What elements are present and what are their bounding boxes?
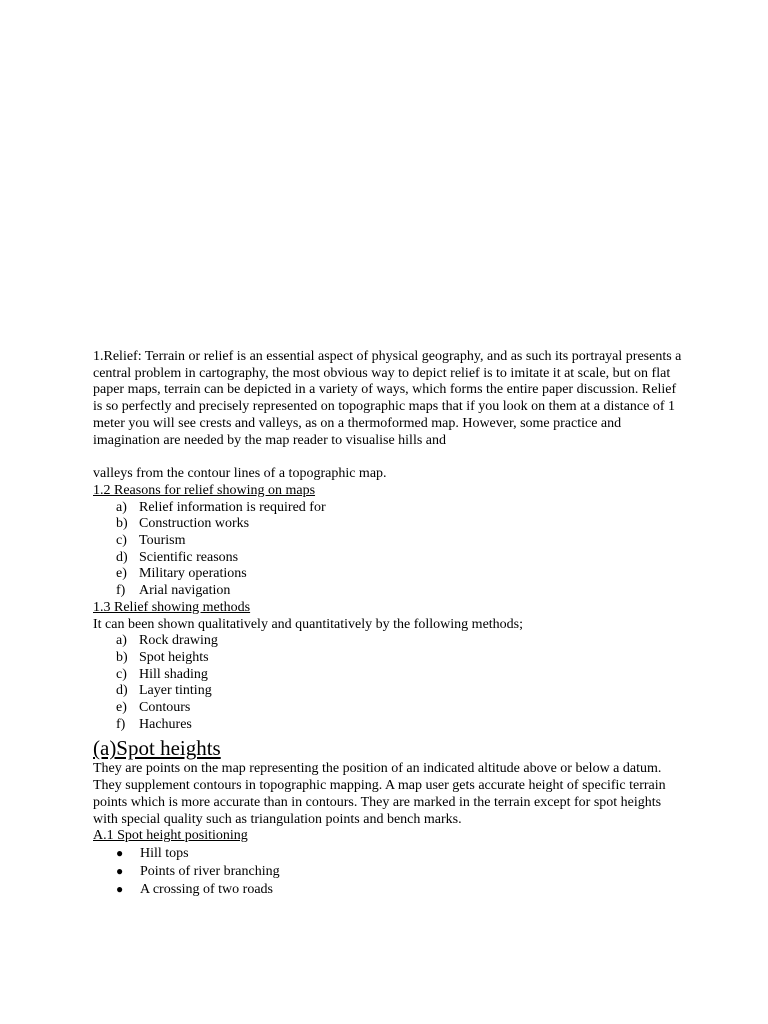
list-item — [93, 863, 683, 881]
list-marker: d) — [116, 683, 128, 699]
list-item — [93, 650, 683, 667]
list-item-text: Military operations — [139, 566, 247, 582]
list-marker: f) — [116, 583, 126, 599]
bullet-icon: ● — [116, 863, 124, 878]
list-marker: a) — [116, 499, 127, 515]
list-item — [93, 533, 683, 550]
list-marker: b) — [116, 516, 128, 532]
list-item-text: Scientific reasons — [139, 549, 239, 565]
positioning-list — [93, 845, 683, 898]
spot-heights-heading: (a)Spot heights — [93, 736, 221, 761]
list-item-text: Spot heights — [139, 649, 209, 665]
list-item — [93, 881, 683, 899]
list-item — [93, 500, 683, 517]
reasons-list — [93, 500, 683, 600]
list-marker: c) — [116, 533, 127, 549]
document-content — [93, 349, 683, 898]
bullet-icon: ● — [116, 845, 124, 860]
paragraph-gap — [93, 449, 683, 466]
section-heading-reasons: 1.2 Reasons for relief showing on maps — [93, 482, 316, 498]
list-item — [93, 717, 683, 734]
intro-continuation: valleys from the contour lines of a topographic map. — [93, 466, 387, 482]
list-item — [93, 583, 683, 600]
list-item-text: Relief information is required for — [139, 499, 326, 515]
list-item-text: Hachures — [139, 716, 192, 732]
list-item-text: Layer tinting — [139, 683, 212, 699]
list-marker: d) — [116, 549, 128, 565]
list-item-text: Arial navigation — [139, 583, 231, 599]
list-item-text: Contours — [139, 700, 191, 716]
list-item — [93, 516, 683, 533]
methods-lead: It can been shown qualitatively and quantitatively by the following methods; — [93, 616, 524, 632]
list-item-text: Hill shading — [139, 666, 208, 682]
spot-heights-paragraph: They are points on the map representing the position of an indicated altitude above or below a datum. They supplement contours in topographic mapping. A map user gets accurate height of specific terrain points which is more accurate than in contours. They are marked in the terrain except for spot heights with special quality such as triangulation points and bench marks. — [93, 761, 666, 827]
list-marker: c) — [116, 666, 127, 682]
list-item — [93, 683, 683, 700]
list-item — [93, 845, 683, 863]
list-marker: f) — [116, 716, 126, 732]
list-item-text: Points of river branching — [140, 863, 280, 879]
intro-paragraph: 1.Relief: Terrain or relief is an essential aspect of physical geography, and as such its portrayal presents a central problem in cartography, the most obvious way to depict relief is to imitate it at scale, but on flat paper maps, terrain can be depicted in a variety of ways, which forms the entire paper discussion. Relief is so perfectly and precisely represented on topographic maps that if you look on them at a distance of 1 meter you will see crests and valleys, as on a thermoformed map. However, some practice and imagination are needed by the map reader to visualise hills and — [93, 349, 682, 448]
list-marker: a) — [116, 633, 127, 649]
list-marker: e) — [116, 566, 127, 582]
list-item-text: A crossing of two roads — [140, 881, 273, 897]
list-marker: e) — [116, 700, 127, 716]
list-item — [93, 700, 683, 717]
list-item — [93, 566, 683, 583]
list-item — [93, 633, 683, 650]
list-item — [93, 550, 683, 567]
list-item-text: Tourism — [139, 533, 186, 549]
list-item-text: Hill tops — [140, 845, 189, 861]
spot-height-positioning-heading: A.1 Spot height positioning — [93, 828, 248, 844]
list-item-text: Rock drawing — [139, 633, 218, 649]
section-heading-methods: 1.3 Relief showing methods — [93, 599, 251, 615]
list-marker: b) — [116, 649, 128, 665]
list-item-text: Construction works — [139, 516, 250, 532]
methods-list — [93, 633, 683, 733]
list-item — [93, 667, 683, 684]
bullet-icon: ● — [116, 881, 124, 896]
